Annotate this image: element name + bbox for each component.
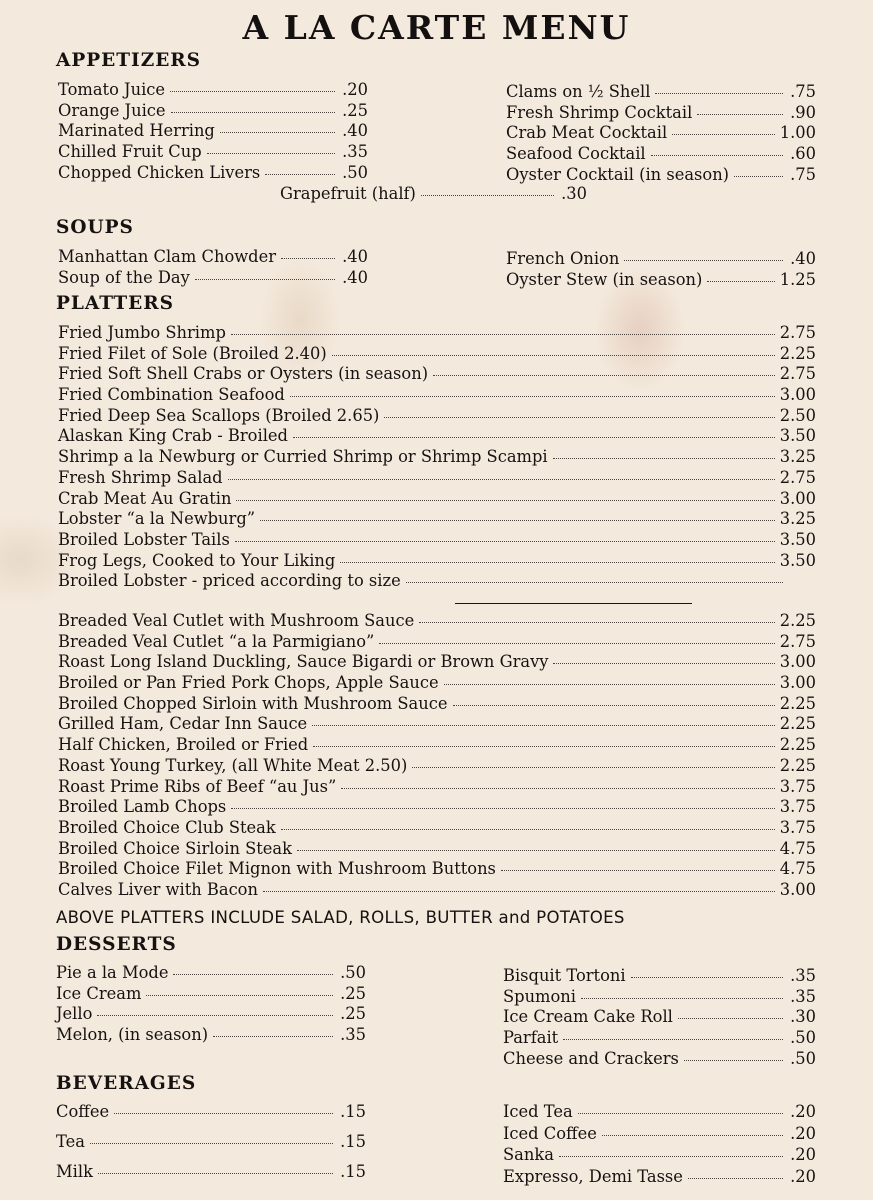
menu-item (503, 1144, 816, 1166)
item-price: 2.75 (779, 631, 816, 651)
dot-leader (236, 500, 774, 501)
item-price: 4.75 (779, 838, 816, 858)
menu-item (58, 714, 816, 735)
item-price: .20 (790, 1166, 816, 1186)
menu-item (58, 694, 816, 715)
menu-item (58, 652, 816, 673)
item-name: Ice Cream (56, 983, 142, 1003)
dot-leader (412, 767, 774, 768)
item-price: 3.00 (779, 673, 816, 693)
item-name: Spumoni (503, 986, 576, 1006)
section-divider (455, 603, 692, 604)
item-name: Fresh Shrimp Cocktail (506, 102, 693, 122)
menu-item (58, 673, 816, 694)
item-name: Half Chicken, Broiled or Fried (58, 735, 309, 755)
menu-item (58, 509, 816, 530)
menu-item (58, 121, 368, 142)
dot-leader (332, 355, 775, 356)
menu-item (506, 165, 816, 186)
dot-leader (578, 1113, 783, 1114)
platters-meats-list (58, 611, 816, 901)
item-name: Manhattan Clam Chowder (58, 247, 277, 266)
dot-leader (655, 93, 783, 94)
dot-leader (98, 1173, 333, 1174)
dot-leader (195, 279, 335, 280)
dot-leader (220, 132, 335, 133)
menu-item (58, 611, 816, 632)
menu-item (58, 80, 368, 101)
item-name: Shrimp a la Newburg or Curried Shrimp or Shrimp Scampi (58, 447, 548, 467)
dot-leader (419, 622, 775, 623)
menu-item (58, 142, 368, 163)
appetizers-right-list (506, 82, 816, 185)
menu-item (503, 1101, 816, 1123)
dot-leader (631, 977, 783, 978)
menu-item (58, 735, 816, 756)
item-price: .30 (790, 1007, 816, 1027)
dot-leader (90, 1143, 333, 1144)
item-name: Fried Jumbo Shrimp (58, 323, 226, 342)
item-name: Roast Prime Ribs of Beef “au Jus” (58, 776, 337, 796)
dot-leader (444, 684, 775, 685)
item-price: 3.00 (779, 385, 816, 405)
menu-item (58, 797, 816, 818)
dot-leader (678, 1018, 783, 1019)
dot-leader (341, 788, 774, 789)
item-price: .20 (790, 1145, 816, 1164)
item-name: Grapefruit (half) (280, 184, 416, 203)
item-price: .25 (342, 100, 368, 120)
item-price: .15 (340, 1102, 366, 1121)
item-name: Fried Combination Seafood (58, 385, 285, 405)
dot-leader (290, 396, 775, 397)
item-price: .50 (342, 162, 368, 182)
item-name: Roast Long Island Duckling, Sauce Bigardi or Brown Gravy (58, 652, 549, 672)
dot-leader (581, 998, 783, 999)
dot-leader (263, 891, 775, 892)
platters-seafood-list (58, 323, 816, 592)
item-name: Fried Soft Shell Crabs or Oysters (in season) (58, 364, 429, 384)
menu-item (506, 270, 816, 291)
menu-item (58, 323, 816, 344)
dot-leader (433, 375, 775, 376)
item-name: Roast Young Turkey, (all White Meat 2.50) (58, 755, 408, 775)
item-price: 3.00 (779, 488, 816, 508)
dot-leader (707, 281, 774, 282)
dot-leader (406, 582, 783, 583)
item-price: 3.50 (779, 529, 816, 549)
menu-item (56, 984, 366, 1005)
item-name: Seafood Cocktail (506, 144, 646, 164)
item-price: .75 (790, 164, 816, 184)
menu-item (56, 1127, 366, 1157)
menu-item (503, 1007, 816, 1028)
beverages-heading: BEVERAGES (56, 1073, 197, 1094)
menu-item (56, 963, 366, 984)
dot-leader (624, 260, 783, 261)
item-price: .50 (790, 1028, 816, 1048)
menu-item (58, 632, 816, 653)
item-name: Oyster Stew (in season) (506, 269, 703, 289)
menu-item (58, 163, 368, 184)
item-name: Iced Coffee (503, 1123, 597, 1143)
dot-leader (379, 643, 774, 644)
dot-leader (173, 974, 333, 975)
item-price: .25 (340, 983, 366, 1003)
appetizers-left-list (58, 80, 368, 183)
item-name: Jello (56, 1004, 93, 1024)
menu-item (58, 818, 816, 839)
menu-item (503, 966, 816, 987)
item-price: .60 (790, 144, 816, 164)
item-name: Calves Liver with Bacon (58, 879, 258, 899)
item-name: Fried Filet of Sole (Broiled 2.40) (58, 343, 327, 363)
item-price: 2.25 (779, 343, 816, 363)
appetizers-center-list (280, 184, 587, 205)
menu-item (58, 447, 816, 468)
item-price: .40 (342, 267, 368, 287)
item-price: .90 (790, 102, 816, 122)
menu-item (506, 103, 816, 124)
dot-leader (672, 134, 775, 135)
soups-heading: SOUPS (56, 217, 134, 238)
item-name: Bisquit Tortoni (503, 966, 626, 985)
dot-leader (559, 1156, 783, 1157)
item-price: 3.50 (779, 550, 816, 570)
soups-right-list (506, 249, 816, 290)
menu-item (58, 859, 816, 880)
item-name: Broiled Lamb Chops (58, 797, 227, 817)
menu-item (506, 249, 816, 270)
menu-item (58, 426, 816, 447)
item-name: Oyster Cocktail (in season) (506, 164, 730, 184)
item-name: Iced Tea (503, 1102, 573, 1121)
item-price: 4.75 (779, 859, 816, 879)
menu-item (58, 839, 816, 860)
item-price: .35 (342, 142, 368, 162)
item-name: Parfait (503, 1028, 559, 1048)
dot-leader (265, 174, 335, 175)
item-price: .35 (340, 1025, 366, 1045)
menu-item (503, 1028, 816, 1049)
item-price: .75 (790, 82, 816, 101)
item-name: Crab Meat Au Gratin (58, 488, 232, 508)
menu-item (56, 1157, 366, 1187)
dot-leader (734, 176, 783, 177)
item-name: Fried Deep Sea Scallops (Broiled 2.65) (58, 405, 380, 425)
dot-leader (235, 541, 775, 542)
dot-leader (260, 520, 775, 521)
item-price: .15 (340, 1132, 366, 1151)
dot-leader (228, 479, 775, 480)
item-name: French Onion (506, 249, 620, 268)
item-price: 2.25 (779, 755, 816, 775)
menu-item (58, 530, 816, 551)
menu-item (503, 1123, 816, 1145)
item-name: Frog Legs, Cooked to Your Liking (58, 550, 336, 570)
menu-item (280, 184, 587, 205)
dot-leader (293, 437, 775, 438)
dot-leader (171, 112, 335, 113)
dot-leader (340, 562, 774, 563)
item-price: 3.75 (779, 776, 816, 796)
item-name: Breaded Veal Cutlet “a la Parmigiano” (58, 631, 375, 651)
item-price: 1.00 (779, 123, 816, 143)
item-price: .50 (790, 1048, 816, 1068)
item-name: Crab Meat Cocktail (506, 123, 668, 143)
menu-item (58, 101, 368, 122)
dot-leader (553, 458, 775, 459)
item-price: 2.25 (779, 611, 816, 630)
menu-item (58, 756, 816, 777)
item-name: Marinated Herring (58, 121, 215, 141)
menu-item (503, 1166, 816, 1188)
item-name: Broiled Lobster - priced according to size (58, 571, 401, 591)
item-price: .20 (342, 80, 368, 99)
item-name: Broiled or Pan Fried Pork Chops, Apple Sauce (58, 673, 439, 693)
dot-leader (231, 334, 775, 335)
item-name: Chopped Chicken Livers (58, 162, 261, 182)
item-price: 1.25 (779, 269, 816, 289)
item-price: 2.75 (779, 323, 816, 342)
item-name: Broiled Choice Filet Mignon with Mushroom Buttons (58, 859, 496, 879)
dot-leader (688, 1178, 783, 1179)
menu-item (58, 777, 816, 798)
menu-item (58, 406, 816, 427)
dot-leader (453, 705, 775, 706)
item-name: Broiled Choice Club Steak (58, 817, 276, 837)
item-name: Coffee (56, 1102, 110, 1121)
dot-leader (421, 195, 554, 196)
platters-heading: PLATTERS (56, 293, 174, 314)
item-price: .20 (790, 1102, 816, 1121)
menu-item (58, 551, 816, 572)
item-name: Broiled Choice Sirloin Steak (58, 838, 293, 858)
menu-item (56, 1004, 366, 1025)
dot-leader (170, 91, 335, 92)
dot-leader (602, 1135, 783, 1136)
item-name: Orange Juice (58, 100, 166, 120)
menu-item (58, 344, 816, 365)
item-name: Breaded Veal Cutlet with Mushroom Sauce (58, 611, 415, 630)
item-name: Soup of the Day (58, 267, 190, 287)
desserts-heading: DESSERTS (56, 934, 177, 955)
dot-leader (553, 663, 774, 664)
item-price: 2.50 (779, 405, 816, 425)
dot-leader (146, 995, 333, 996)
item-price: 2.75 (779, 364, 816, 384)
menu-title: A LA CARTE MENU (242, 8, 631, 47)
item-price: 3.25 (779, 447, 816, 467)
item-name: Ice Cream Cake Roll (503, 1007, 673, 1027)
item-price: 3.25 (779, 509, 816, 529)
dot-leader (684, 1060, 783, 1061)
item-price: .35 (790, 966, 816, 985)
dot-leader (563, 1039, 783, 1040)
item-price: .40 (342, 121, 368, 141)
item-name: Expresso, Demi Tasse (503, 1166, 683, 1186)
desserts-right-list (503, 966, 816, 1069)
beverages-left-list (56, 1097, 366, 1187)
item-name: Tomato Juice (58, 80, 166, 99)
item-price: .40 (790, 249, 816, 268)
menu-item (56, 1097, 366, 1127)
item-price: .50 (340, 963, 366, 982)
item-price: .40 (342, 247, 368, 266)
item-price: 3.75 (779, 797, 816, 817)
dot-leader (231, 808, 774, 809)
dot-leader (281, 829, 775, 830)
item-price: .25 (340, 1004, 366, 1024)
item-name: Lobster “a la Newburg” (58, 509, 256, 529)
item-name: Tea (56, 1132, 85, 1151)
platters-note: ABOVE PLATTERS INCLUDE SALAD, ROLLS, BUTTER and POTATOES (56, 908, 625, 927)
menu-item (58, 880, 816, 901)
item-name: Cheese and Crackers (503, 1048, 679, 1068)
desserts-left-list (56, 963, 366, 1046)
menu-item (58, 247, 368, 268)
item-name: Clams on ½ Shell (506, 82, 651, 101)
dot-leader (501, 870, 775, 871)
menu-item (58, 489, 816, 510)
item-price: 2.75 (779, 467, 816, 487)
menu-item (58, 268, 368, 289)
item-price: 3.00 (779, 879, 816, 899)
dot-leader (207, 153, 335, 154)
item-price: 2.25 (779, 693, 816, 713)
dot-leader (114, 1113, 333, 1114)
menu-item (58, 385, 816, 406)
dot-leader (213, 1036, 333, 1037)
appetizers-heading: APPETIZERS (56, 50, 202, 71)
item-price: .20 (790, 1123, 816, 1143)
item-price: 3.00 (779, 652, 816, 672)
item-price: 3.50 (779, 426, 816, 446)
dot-leader (97, 1015, 333, 1016)
item-name: Sanka (503, 1145, 554, 1164)
dot-leader (312, 725, 775, 726)
dot-leader (297, 850, 775, 851)
item-name: Pie a la Mode (56, 963, 169, 982)
item-price: .15 (340, 1162, 366, 1181)
item-price: 2.25 (779, 714, 816, 734)
item-name: Melon, (in season) (56, 1025, 209, 1045)
menu-item (56, 1025, 366, 1046)
dot-leader (384, 417, 774, 418)
menu-item (506, 123, 816, 144)
menu-item (58, 364, 816, 385)
item-name: Fresh Shrimp Salad (58, 467, 223, 487)
item-price: 3.75 (779, 817, 816, 837)
item-price: 2.25 (779, 735, 816, 755)
item-name: Grilled Ham, Cedar Inn Sauce (58, 714, 308, 734)
menu-item (58, 468, 816, 489)
item-name: Broiled Lobster Tails (58, 529, 230, 549)
beverages-right-list (503, 1101, 816, 1187)
item-price: .35 (790, 986, 816, 1006)
dot-leader (313, 746, 775, 747)
soups-left-list (58, 247, 368, 288)
dot-leader (281, 258, 335, 259)
menu-item (503, 1049, 816, 1070)
menu-item (506, 82, 816, 103)
item-name: Alaskan King Crab - Broiled (58, 426, 288, 446)
item-price: .30 (561, 184, 587, 203)
item-name: Chilled Fruit Cup (58, 142, 202, 162)
dot-leader (697, 114, 783, 115)
menu-item (58, 571, 816, 592)
menu-item (506, 144, 816, 165)
menu-item (503, 987, 816, 1008)
dot-leader (651, 155, 783, 156)
item-name: Milk (56, 1162, 93, 1181)
item-name: Broiled Chopped Sirloin with Mushroom Sauce (58, 693, 448, 713)
